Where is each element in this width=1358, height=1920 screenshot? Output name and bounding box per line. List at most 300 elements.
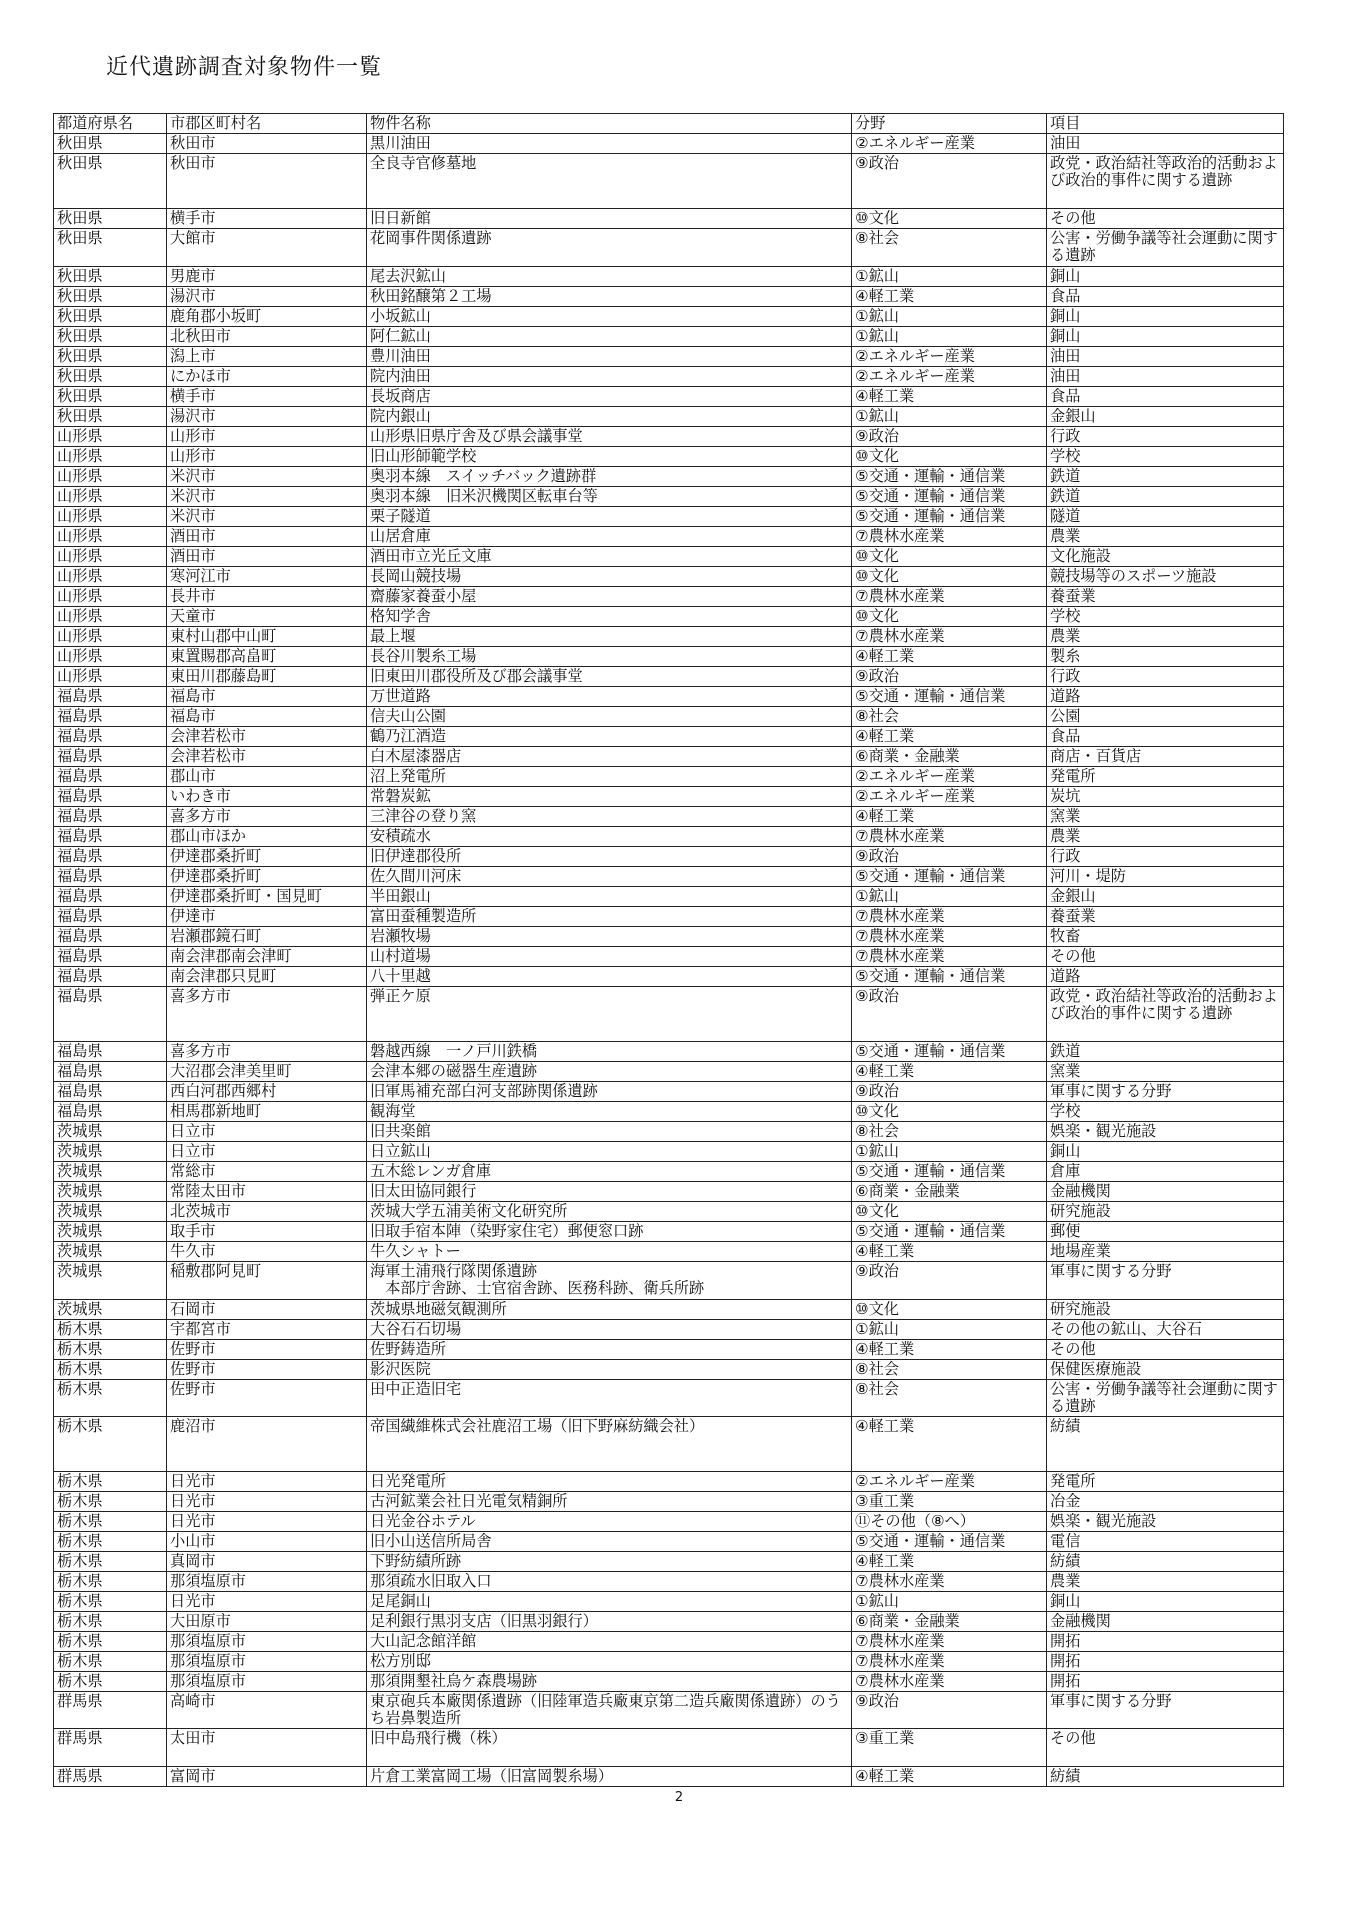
cell-category: 学校 bbox=[1047, 447, 1284, 467]
cell-prefecture: 山形県 bbox=[54, 487, 167, 507]
table-row bbox=[54, 1652, 1284, 1672]
cell-category: 電信 bbox=[1047, 1532, 1284, 1552]
table-row bbox=[54, 387, 1284, 407]
cell-municipality: 相馬郡新地町 bbox=[167, 1102, 367, 1122]
cell-category: 競技場等のスポーツ施設 bbox=[1047, 567, 1284, 587]
column-header-property-name: 物件名称 bbox=[367, 114, 852, 134]
cell-category: 金融機関 bbox=[1047, 1182, 1284, 1202]
table-row bbox=[54, 987, 1284, 1042]
cell-field: ②エネルギー産業 bbox=[852, 767, 1047, 787]
cell-municipality: 伊達郡桑折町 bbox=[167, 847, 367, 867]
cell-category: 油田 bbox=[1047, 347, 1284, 367]
cell-field: ⑨政治 bbox=[852, 1262, 1047, 1300]
cell-municipality: 会津若松市 bbox=[167, 747, 367, 767]
cell-municipality: 天童市 bbox=[167, 607, 367, 627]
cell-property-name: 旧取手宿本陣（染野家住宅）郵便窓口跡 bbox=[367, 1222, 852, 1242]
table-row bbox=[54, 587, 1284, 607]
table-row bbox=[54, 467, 1284, 487]
header-row bbox=[54, 114, 1284, 134]
cell-municipality: 酒田市 bbox=[167, 547, 367, 567]
cell-prefecture: 茨城県 bbox=[54, 1182, 167, 1202]
cell-property-name: 大谷石石切場 bbox=[367, 1320, 852, 1340]
cell-municipality: 男鹿市 bbox=[167, 267, 367, 287]
cell-property-name: 半田銀山 bbox=[367, 887, 852, 907]
cell-property-name: 東京砲兵本廠関係遺跡（旧陸軍造兵廠東京第二造兵廠関係遺跡）のうち岩鼻製造所 bbox=[367, 1692, 852, 1729]
cell-field: ④軽工業 bbox=[852, 647, 1047, 667]
cell-category: 保健医療施設 bbox=[1047, 1360, 1284, 1380]
cell-field: ⑨政治 bbox=[852, 667, 1047, 687]
cell-prefecture: 秋田県 bbox=[54, 287, 167, 307]
table-row bbox=[54, 767, 1284, 787]
table-row bbox=[54, 1692, 1284, 1729]
cell-municipality: 日光市 bbox=[167, 1592, 367, 1612]
table-row bbox=[54, 827, 1284, 847]
table-row bbox=[54, 1320, 1284, 1340]
cell-municipality: 秋田市 bbox=[167, 154, 367, 209]
cell-property-name: 富田蚕種製造所 bbox=[367, 907, 852, 927]
cell-field: ④軽工業 bbox=[852, 1340, 1047, 1360]
cell-field: ⑨政治 bbox=[852, 427, 1047, 447]
table-row bbox=[54, 1380, 1284, 1417]
cell-municipality: 佐野市 bbox=[167, 1360, 367, 1380]
cell-category: 地場産業 bbox=[1047, 1242, 1284, 1262]
page-number: 2 bbox=[674, 1790, 684, 1805]
cell-field: ⑦農林水産業 bbox=[852, 1672, 1047, 1692]
cell-category: 銅山 bbox=[1047, 1142, 1284, 1162]
cell-prefecture: 栃木県 bbox=[54, 1340, 167, 1360]
cell-prefecture: 山形県 bbox=[54, 527, 167, 547]
cell-municipality: 喜多方市 bbox=[167, 1042, 367, 1062]
cell-municipality: 湯沢市 bbox=[167, 407, 367, 427]
cell-property-name: 奥羽本線 旧米沢機関区転車台等 bbox=[367, 487, 852, 507]
cell-municipality: 東置賜郡高畠町 bbox=[167, 647, 367, 667]
cell-municipality: 那須塩原市 bbox=[167, 1652, 367, 1672]
cell-municipality: 北茨城市 bbox=[167, 1202, 367, 1222]
cell-property-name: 茨城大学五浦美術文化研究所 bbox=[367, 1202, 852, 1222]
cell-prefecture: 秋田県 bbox=[54, 347, 167, 367]
cell-category: 養蚕業 bbox=[1047, 587, 1284, 607]
cell-field: ②エネルギー産業 bbox=[852, 787, 1047, 807]
cell-property-name: 海軍土浦飛行隊関係遺跡 本部庁舎跡、士官宿舎跡、医務科跡、衛兵所跡 bbox=[367, 1262, 852, 1300]
cell-category: 開拓 bbox=[1047, 1632, 1284, 1652]
cell-municipality: 鹿角郡小坂町 bbox=[167, 307, 367, 327]
cell-property-name: 岩瀬牧場 bbox=[367, 927, 852, 947]
table-row bbox=[54, 667, 1284, 687]
cell-field: ⑨政治 bbox=[852, 1692, 1047, 1729]
cell-field: ①鉱山 bbox=[852, 267, 1047, 287]
cell-property-name: 大山記念館洋館 bbox=[367, 1632, 852, 1652]
cell-property-name: 三津谷の登り窯 bbox=[367, 807, 852, 827]
cell-field: ②エネルギー産業 bbox=[852, 347, 1047, 367]
table-row bbox=[54, 1672, 1284, 1692]
cell-property-name: 長坂商店 bbox=[367, 387, 852, 407]
cell-property-name: 奥羽本線 スイッチバック遺跡群 bbox=[367, 467, 852, 487]
cell-field: ⑨政治 bbox=[852, 847, 1047, 867]
cell-field: ⑤交通・運輸・通信業 bbox=[852, 1222, 1047, 1242]
cell-field: ⑦農林水産業 bbox=[852, 1632, 1047, 1652]
cell-field: ⑨政治 bbox=[852, 1082, 1047, 1102]
cell-field: ⑩文化 bbox=[852, 567, 1047, 587]
table-row bbox=[54, 1360, 1284, 1380]
cell-field: ⑩文化 bbox=[852, 547, 1047, 567]
cell-field: ⑤交通・運輸・通信業 bbox=[852, 1162, 1047, 1182]
cell-municipality: にかほ市 bbox=[167, 367, 367, 387]
cell-field: ⑦農林水産業 bbox=[852, 627, 1047, 647]
cell-property-name: 安積疏水 bbox=[367, 827, 852, 847]
cell-field: ⑤交通・運輸・通信業 bbox=[852, 507, 1047, 527]
cell-category: 銅山 bbox=[1047, 1592, 1284, 1612]
cell-field: ⑤交通・運輸・通信業 bbox=[852, 487, 1047, 507]
table-row bbox=[54, 1632, 1284, 1652]
cell-prefecture: 福島県 bbox=[54, 867, 167, 887]
table-row bbox=[54, 267, 1284, 287]
cell-property-name: 帝国繊維株式会社鹿沼工場（旧下野麻紡織会社） bbox=[367, 1417, 852, 1472]
cell-prefecture: 栃木県 bbox=[54, 1380, 167, 1417]
cell-property-name: 山居倉庫 bbox=[367, 527, 852, 547]
cell-category: 農業 bbox=[1047, 627, 1284, 647]
cell-property-name: 日光発電所 bbox=[367, 1472, 852, 1492]
cell-municipality: 潟上市 bbox=[167, 347, 367, 367]
table-row bbox=[54, 327, 1284, 347]
cell-prefecture: 福島県 bbox=[54, 767, 167, 787]
cell-prefecture: 栃木県 bbox=[54, 1512, 167, 1532]
cell-category: 河川・堤防 bbox=[1047, 867, 1284, 887]
cell-category: 発電所 bbox=[1047, 767, 1284, 787]
cell-property-name: 日立鉱山 bbox=[367, 1142, 852, 1162]
cell-prefecture: 栃木県 bbox=[54, 1612, 167, 1632]
cell-prefecture: 栃木県 bbox=[54, 1592, 167, 1612]
cell-category: 商店・百貨店 bbox=[1047, 747, 1284, 767]
table-row bbox=[54, 1202, 1284, 1222]
cell-category: 政党・政治結社等政治的活動および政治的事件に関する遺跡 bbox=[1047, 987, 1284, 1042]
cell-property-name: 齋藤家養蚕小屋 bbox=[367, 587, 852, 607]
cell-municipality: 大田原市 bbox=[167, 1612, 367, 1632]
cell-category: 学校 bbox=[1047, 607, 1284, 627]
cell-field: ④軽工業 bbox=[852, 1062, 1047, 1082]
cell-category: 娯楽・観光施設 bbox=[1047, 1122, 1284, 1142]
cell-category: 政党・政治結社等政治的活動および政治的事件に関する遺跡 bbox=[1047, 154, 1284, 209]
cell-municipality: 伊達郡桑折町・国見町 bbox=[167, 887, 367, 907]
cell-property-name: 足利銀行黒羽支店（旧黒羽銀行） bbox=[367, 1612, 852, 1632]
cell-property-name: 鶴乃江酒造 bbox=[367, 727, 852, 747]
table-row bbox=[54, 647, 1284, 667]
cell-field: ④軽工業 bbox=[852, 1242, 1047, 1262]
cell-prefecture: 栃木県 bbox=[54, 1472, 167, 1492]
table-row bbox=[54, 1062, 1284, 1082]
cell-prefecture: 秋田県 bbox=[54, 367, 167, 387]
cell-field: ⑦農林水産業 bbox=[852, 1572, 1047, 1592]
table-row bbox=[54, 747, 1284, 767]
cell-prefecture: 福島県 bbox=[54, 987, 167, 1042]
table-row bbox=[54, 1222, 1284, 1242]
cell-municipality: 郡山市 bbox=[167, 767, 367, 787]
table-row bbox=[54, 507, 1284, 527]
cell-field: ④軽工業 bbox=[852, 727, 1047, 747]
table-row bbox=[54, 707, 1284, 727]
cell-prefecture: 栃木県 bbox=[54, 1652, 167, 1672]
cell-prefecture: 山形県 bbox=[54, 467, 167, 487]
cell-field: ⑩文化 bbox=[852, 607, 1047, 627]
cell-property-name: 最上堰 bbox=[367, 627, 852, 647]
cell-municipality: 富岡市 bbox=[167, 1767, 367, 1787]
cell-property-name: 常磐炭鉱 bbox=[367, 787, 852, 807]
cell-field: ⑧社会 bbox=[852, 1360, 1047, 1380]
cell-municipality: 常総市 bbox=[167, 1162, 367, 1182]
cell-category: 鉄道 bbox=[1047, 1042, 1284, 1062]
cell-property-name: 花岡事件関係遺跡 bbox=[367, 229, 852, 267]
cell-prefecture: 栃木県 bbox=[54, 1672, 167, 1692]
table-row bbox=[54, 347, 1284, 367]
cell-property-name: 格知学舎 bbox=[367, 607, 852, 627]
cell-category: 農業 bbox=[1047, 1572, 1284, 1592]
cell-field: ⑩文化 bbox=[852, 1202, 1047, 1222]
cell-prefecture: 福島県 bbox=[54, 927, 167, 947]
cell-field: ⑦農林水産業 bbox=[852, 947, 1047, 967]
cell-property-name: 弾正ケ原 bbox=[367, 987, 852, 1042]
cell-field: ⑧社会 bbox=[852, 229, 1047, 267]
cell-property-name: 田中正造旧宅 bbox=[367, 1380, 852, 1417]
table-row bbox=[54, 307, 1284, 327]
table-row bbox=[54, 287, 1284, 307]
cell-field: ⑤交通・運輸・通信業 bbox=[852, 1532, 1047, 1552]
cell-municipality: 岩瀬郡鏡石町 bbox=[167, 927, 367, 947]
cell-field: ⑤交通・運輸・通信業 bbox=[852, 687, 1047, 707]
cell-field: ①鉱山 bbox=[852, 327, 1047, 347]
cell-prefecture: 茨城県 bbox=[54, 1300, 167, 1320]
cell-municipality: 那須塩原市 bbox=[167, 1632, 367, 1652]
cell-field: ⑦農林水産業 bbox=[852, 1652, 1047, 1672]
table-row bbox=[54, 154, 1284, 209]
cell-field: ⑨政治 bbox=[852, 154, 1047, 209]
table-row bbox=[54, 1122, 1284, 1142]
table-row bbox=[54, 1242, 1284, 1262]
cell-prefecture: 福島県 bbox=[54, 907, 167, 927]
cell-municipality: 湯沢市 bbox=[167, 287, 367, 307]
cell-category: 金銀山 bbox=[1047, 407, 1284, 427]
cell-field: ⑤交通・運輸・通信業 bbox=[852, 467, 1047, 487]
cell-prefecture: 山形県 bbox=[54, 667, 167, 687]
table-row bbox=[54, 407, 1284, 427]
cell-prefecture: 福島県 bbox=[54, 947, 167, 967]
table-row bbox=[54, 1262, 1284, 1300]
cell-category: 行政 bbox=[1047, 847, 1284, 867]
cell-category: 道路 bbox=[1047, 687, 1284, 707]
cell-municipality: 稲敷郡阿見町 bbox=[167, 1262, 367, 1300]
cell-category: 軍事に関する分野 bbox=[1047, 1262, 1284, 1300]
table-row bbox=[54, 887, 1284, 907]
cell-field: ⑩文化 bbox=[852, 1102, 1047, 1122]
table-row bbox=[54, 1552, 1284, 1572]
table-row bbox=[54, 1142, 1284, 1162]
cell-prefecture: 山形県 bbox=[54, 647, 167, 667]
cell-category: 油田 bbox=[1047, 134, 1284, 154]
table-row bbox=[54, 367, 1284, 387]
cell-property-name: 旧東田川郡役所及び郡会議事堂 bbox=[367, 667, 852, 687]
property-table bbox=[53, 113, 1284, 1787]
table-row bbox=[54, 209, 1284, 229]
cell-prefecture: 福島県 bbox=[54, 1062, 167, 1082]
cell-prefecture: 福島県 bbox=[54, 707, 167, 727]
cell-category: 発電所 bbox=[1047, 1472, 1284, 1492]
cell-prefecture: 秋田県 bbox=[54, 209, 167, 229]
cell-municipality: 米沢市 bbox=[167, 507, 367, 527]
cell-category: 農業 bbox=[1047, 827, 1284, 847]
cell-property-name: 旧共楽館 bbox=[367, 1122, 852, 1142]
cell-prefecture: 茨城県 bbox=[54, 1142, 167, 1162]
table-row bbox=[54, 1492, 1284, 1512]
cell-field: ⑥商業・金融業 bbox=[852, 1612, 1047, 1632]
cell-field: ③重工業 bbox=[852, 1729, 1047, 1767]
cell-property-name: 阿仁鉱山 bbox=[367, 327, 852, 347]
cell-prefecture: 茨城県 bbox=[54, 1122, 167, 1142]
cell-field: ④軽工業 bbox=[852, 1417, 1047, 1472]
cell-municipality: 横手市 bbox=[167, 387, 367, 407]
cell-category: その他 bbox=[1047, 947, 1284, 967]
table-body bbox=[54, 134, 1284, 1787]
table-row bbox=[54, 447, 1284, 467]
cell-property-name: 牛久シャトー bbox=[367, 1242, 852, 1262]
cell-prefecture: 福島県 bbox=[54, 1082, 167, 1102]
cell-property-name: 茨城県地磁気観測所 bbox=[367, 1300, 852, 1320]
cell-category: 公害・労働争議等社会運動に関する遺跡 bbox=[1047, 229, 1284, 267]
cell-prefecture: 秋田県 bbox=[54, 134, 167, 154]
cell-category: 炭坑 bbox=[1047, 787, 1284, 807]
table-row bbox=[54, 847, 1284, 867]
table-row bbox=[54, 867, 1284, 887]
cell-category: 冶金 bbox=[1047, 1492, 1284, 1512]
cell-municipality: 取手市 bbox=[167, 1222, 367, 1242]
cell-prefecture: 茨城県 bbox=[54, 1222, 167, 1242]
table-row bbox=[54, 229, 1284, 267]
cell-municipality: 寒河江市 bbox=[167, 567, 367, 587]
cell-prefecture: 山形県 bbox=[54, 587, 167, 607]
cell-municipality: 高崎市 bbox=[167, 1692, 367, 1729]
cell-field: ①鉱山 bbox=[852, 1592, 1047, 1612]
cell-field: ⑨政治 bbox=[852, 987, 1047, 1042]
cell-property-name: 佐久間川河床 bbox=[367, 867, 852, 887]
cell-property-name: 五木総レンガ倉庫 bbox=[367, 1162, 852, 1182]
table-row bbox=[54, 607, 1284, 627]
cell-municipality: 小山市 bbox=[167, 1532, 367, 1552]
cell-category: 鉄道 bbox=[1047, 467, 1284, 487]
table-row bbox=[54, 727, 1284, 747]
cell-municipality: 東田川郡藤島町 bbox=[167, 667, 367, 687]
cell-field: ⑦農林水産業 bbox=[852, 907, 1047, 927]
cell-municipality: 牛久市 bbox=[167, 1242, 367, 1262]
cell-category: 食品 bbox=[1047, 387, 1284, 407]
table-row bbox=[54, 627, 1284, 647]
cell-municipality: 那須塩原市 bbox=[167, 1572, 367, 1592]
cell-municipality: 長井市 bbox=[167, 587, 367, 607]
column-header-prefecture: 都道府県名 bbox=[54, 114, 167, 134]
cell-category: その他 bbox=[1047, 1340, 1284, 1360]
cell-category: 金融機関 bbox=[1047, 1612, 1284, 1632]
cell-property-name: 旧太田協同銀行 bbox=[367, 1182, 852, 1202]
cell-municipality: 伊達市 bbox=[167, 907, 367, 927]
cell-prefecture: 栃木県 bbox=[54, 1572, 167, 1592]
cell-municipality: 日立市 bbox=[167, 1142, 367, 1162]
cell-prefecture: 栃木県 bbox=[54, 1632, 167, 1652]
cell-property-name: 旧日新館 bbox=[367, 209, 852, 229]
cell-prefecture: 茨城県 bbox=[54, 1162, 167, 1182]
cell-field: ⑩文化 bbox=[852, 209, 1047, 229]
table-row bbox=[54, 1300, 1284, 1320]
cell-category: 開拓 bbox=[1047, 1652, 1284, 1672]
cell-category: 公害・労働争議等社会運動に関する遺跡 bbox=[1047, 1380, 1284, 1417]
cell-municipality: 南会津郡只見町 bbox=[167, 967, 367, 987]
table-row bbox=[54, 1572, 1284, 1592]
cell-category: 養蚕業 bbox=[1047, 907, 1284, 927]
cell-prefecture: 山形県 bbox=[54, 507, 167, 527]
cell-property-name: 栗子隧道 bbox=[367, 507, 852, 527]
cell-prefecture: 群馬県 bbox=[54, 1767, 167, 1787]
cell-prefecture: 栃木県 bbox=[54, 1320, 167, 1340]
table-row bbox=[54, 1472, 1284, 1492]
table-row bbox=[54, 1082, 1284, 1102]
cell-property-name: 白木屋漆器店 bbox=[367, 747, 852, 767]
cell-prefecture: 秋田県 bbox=[54, 327, 167, 347]
cell-field: ⑤交通・運輸・通信業 bbox=[852, 1042, 1047, 1062]
table-row bbox=[54, 787, 1284, 807]
cell-field: ⑧社会 bbox=[852, 1380, 1047, 1417]
cell-prefecture: 栃木県 bbox=[54, 1417, 167, 1472]
column-header-category: 項目 bbox=[1047, 114, 1284, 134]
cell-property-name: 古河鉱業会社日光電気精銅所 bbox=[367, 1492, 852, 1512]
cell-prefecture: 福島県 bbox=[54, 887, 167, 907]
cell-field: ⑦農林水産業 bbox=[852, 927, 1047, 947]
cell-prefecture: 福島県 bbox=[54, 967, 167, 987]
cell-municipality: 北秋田市 bbox=[167, 327, 367, 347]
cell-property-name: 尾去沢鉱山 bbox=[367, 267, 852, 287]
cell-category: 銅山 bbox=[1047, 307, 1284, 327]
cell-municipality: 福島市 bbox=[167, 707, 367, 727]
table-row bbox=[54, 1042, 1284, 1062]
cell-property-name: 小坂鉱山 bbox=[367, 307, 852, 327]
cell-field: ①鉱山 bbox=[852, 1142, 1047, 1162]
cell-property-name: 沼上発電所 bbox=[367, 767, 852, 787]
cell-prefecture: 福島県 bbox=[54, 1042, 167, 1062]
cell-prefecture: 茨城県 bbox=[54, 1262, 167, 1300]
cell-field: ⑦農林水産業 bbox=[852, 587, 1047, 607]
table-row bbox=[54, 1512, 1284, 1532]
cell-municipality: 会津若松市 bbox=[167, 727, 367, 747]
cell-field: ④軽工業 bbox=[852, 387, 1047, 407]
table-row bbox=[54, 967, 1284, 987]
cell-category: 道路 bbox=[1047, 967, 1284, 987]
cell-prefecture: 福島県 bbox=[54, 807, 167, 827]
cell-municipality: 常陸太田市 bbox=[167, 1182, 367, 1202]
cell-property-name: 秋田銘醸第２工場 bbox=[367, 287, 852, 307]
cell-field: ①鉱山 bbox=[852, 1320, 1047, 1340]
cell-property-name: 旧中島飛行機（株） bbox=[367, 1729, 852, 1767]
cell-prefecture: 秋田県 bbox=[54, 229, 167, 267]
cell-property-name: 旧伊達郡役所 bbox=[367, 847, 852, 867]
cell-category: 郵便 bbox=[1047, 1222, 1284, 1242]
table-row bbox=[54, 807, 1284, 827]
cell-prefecture: 山形県 bbox=[54, 627, 167, 647]
cell-category: 軍事に関する分野 bbox=[1047, 1692, 1284, 1729]
table-header bbox=[54, 114, 1284, 134]
cell-municipality: 米沢市 bbox=[167, 467, 367, 487]
cell-prefecture: 秋田県 bbox=[54, 154, 167, 209]
table-row bbox=[54, 1417, 1284, 1472]
cell-category: 娯楽・観光施設 bbox=[1047, 1512, 1284, 1532]
cell-property-name: 下野紡績所跡 bbox=[367, 1552, 852, 1572]
cell-municipality: 酒田市 bbox=[167, 527, 367, 547]
cell-category: 開拓 bbox=[1047, 1672, 1284, 1692]
property-table-container bbox=[53, 113, 1283, 1787]
cell-category: 金銀山 bbox=[1047, 887, 1284, 907]
